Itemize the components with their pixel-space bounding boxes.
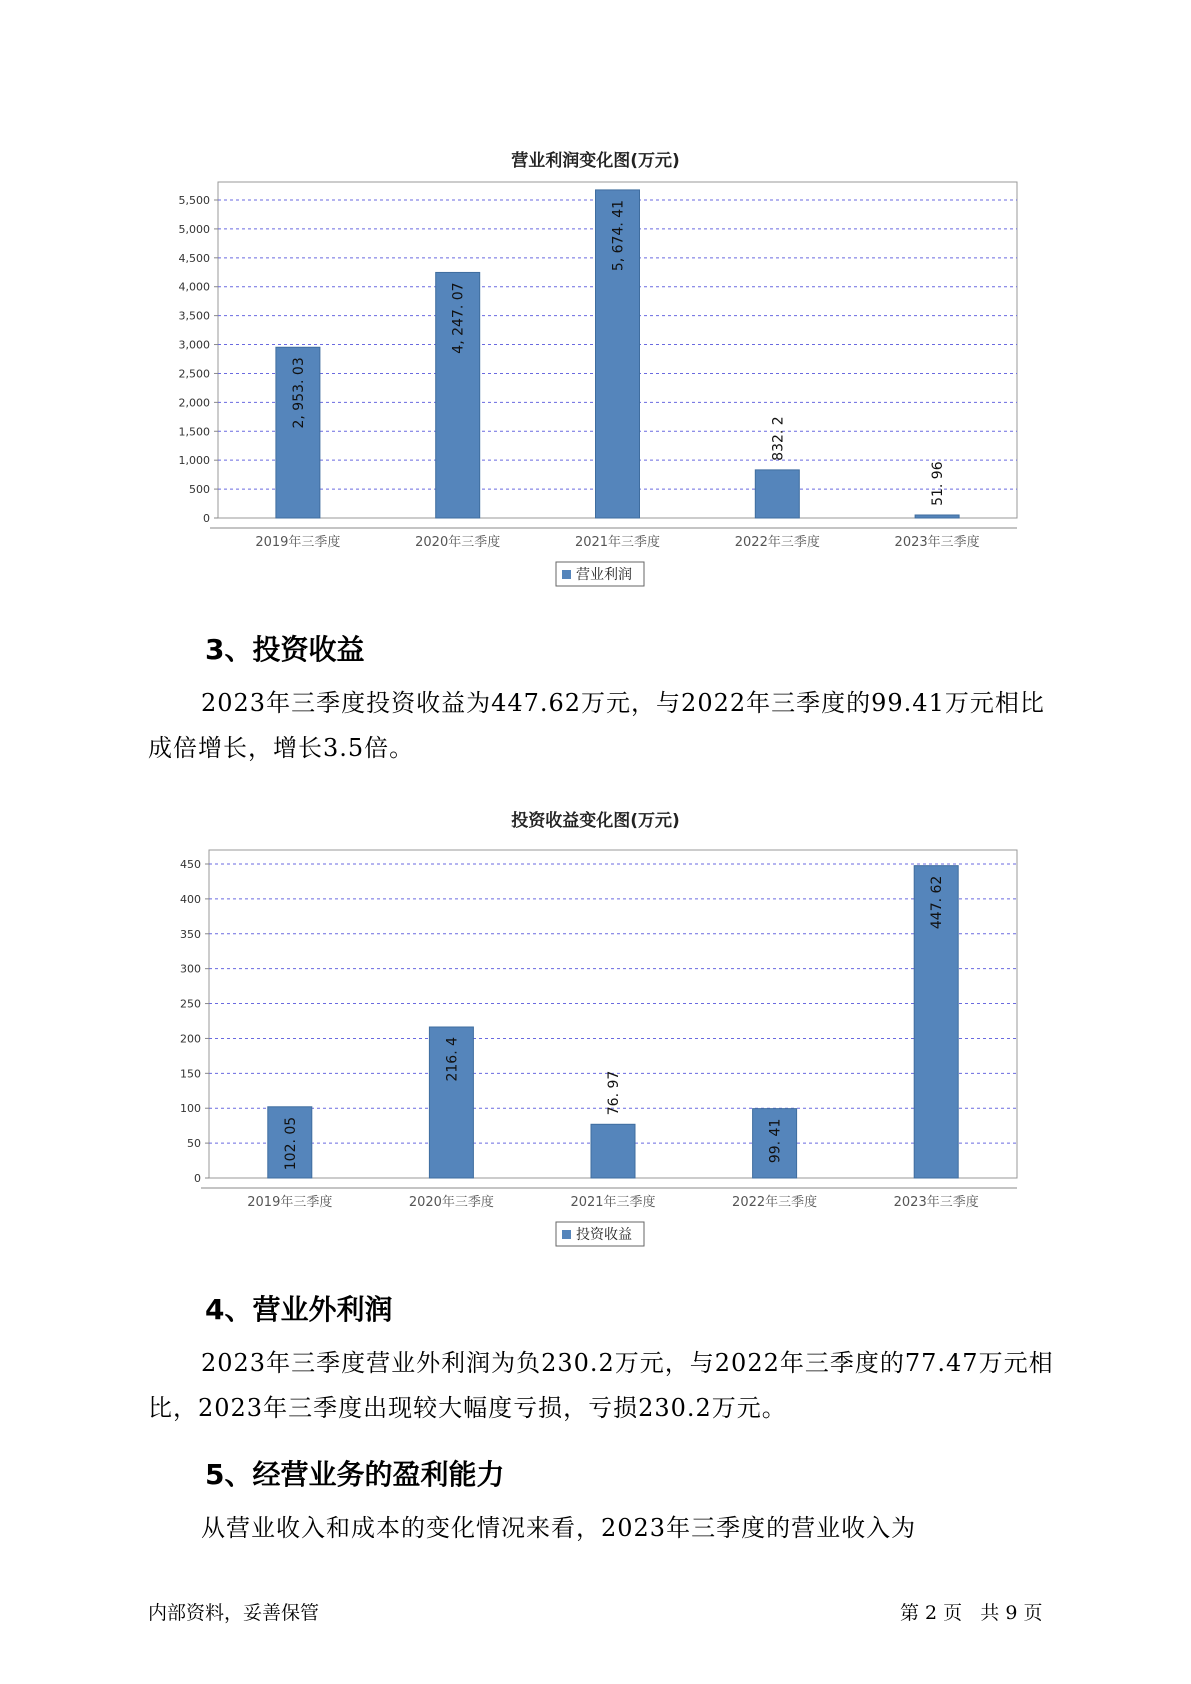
y-tick-label: 150 [180, 1067, 201, 1081]
value-label: 2, 953. 03 [290, 357, 307, 429]
y-tick-label: 5,000 [178, 222, 210, 236]
y-tick-label: 0 [203, 512, 210, 525]
x-category-label: 2022年三季度 [732, 1195, 818, 1210]
bar [755, 470, 799, 518]
y-tick-label: 4,000 [178, 280, 210, 294]
chart-2-title: 投资收益变化图(万元) [511, 811, 680, 831]
y-tick-label: 5,500 [178, 194, 210, 207]
y-tick-label: 50 [187, 1137, 201, 1151]
bar [591, 1124, 635, 1178]
footer-page-number: 第 2 页 共 9 页 [900, 1602, 1043, 1624]
section-4-paragraph: 2023年三季度营业外利润为负230.2万元，与2022年三季度的77.47万元相比，2023年三季度出现较大幅度亏损，亏损230.2万元。 [148, 1349, 1054, 1422]
x-category-label: 2019年三季度 [247, 1195, 333, 1210]
x-category-label: 2020年三季度 [408, 1195, 494, 1210]
legend-swatch [562, 1230, 571, 1239]
section-3-paragraph: 2023年三季度投资收益为447.62万元，与2022年三季度的99.41万元相比成倍增长，增长3.5倍。 [148, 689, 1045, 762]
y-tick-label: 400 [180, 892, 201, 906]
legend-label: 营业利润 [576, 567, 632, 583]
x-category-label: 2021年三季度 [574, 535, 661, 550]
y-tick-label: 3,500 [178, 309, 210, 323]
y-tick-label: 2,500 [178, 367, 210, 381]
operating-profit-chart [0, 170, 1191, 610]
x-category-label: 2020年三季度 [415, 535, 501, 550]
value-label: 76. 97 [606, 1070, 622, 1116]
y-tick-label: 0 [194, 1172, 201, 1185]
value-label: 4, 247. 07 [450, 282, 467, 354]
y-tick-label: 2,000 [178, 396, 210, 410]
y-tick-label: 3,000 [178, 338, 210, 352]
y-tick-label: 1,500 [178, 425, 210, 439]
value-label: 5, 674. 41 [610, 199, 627, 272]
investment-income-chart [0, 830, 1191, 1250]
y-tick-label: 100 [180, 1102, 201, 1116]
x-category-label: 2019年三季度 [255, 535, 341, 550]
y-tick-label: 450 [180, 858, 201, 871]
value-label: 447. 62 [929, 875, 946, 930]
value-label: 102. 05 [282, 1116, 299, 1171]
value-label: 216. 4 [444, 1037, 461, 1082]
section-5-heading: 5、经营业务的盈利能力 [205, 1458, 505, 1491]
section-5-paragraph: 从营业收入和成本的变化情况来看，2023年三季度的营业收入为 [201, 1514, 917, 1542]
y-tick-label: 1,000 [178, 454, 210, 468]
y-tick-label: 500 [189, 483, 210, 497]
section-3-heading: 3、投资收益 [205, 633, 365, 666]
value-label: 51. 96 [930, 461, 947, 506]
x-category-label: 2023年三季度 [894, 535, 980, 550]
bar [915, 515, 959, 518]
y-tick-label: 350 [180, 927, 201, 941]
x-category-label: 2023年三季度 [893, 1195, 979, 1210]
footer-confidential-note: 内部资料，妥善保管 [148, 1602, 320, 1624]
y-tick-label: 300 [180, 962, 201, 976]
value-label: 832. 2 [770, 416, 787, 461]
x-category-label: 2022年三季度 [734, 535, 820, 550]
x-category-label: 2021年三季度 [570, 1195, 656, 1210]
y-tick-label: 200 [180, 1032, 201, 1046]
section-4-heading: 4、营业外利润 [205, 1293, 393, 1326]
y-tick-label: 250 [180, 997, 201, 1011]
legend-label: 投资收益 [576, 1227, 632, 1243]
chart-1-title: 营业利润变化图(万元) [511, 151, 680, 171]
y-tick-label: 4,500 [178, 251, 210, 265]
legend-swatch [562, 570, 571, 579]
value-label: 99. 41 [767, 1118, 784, 1164]
